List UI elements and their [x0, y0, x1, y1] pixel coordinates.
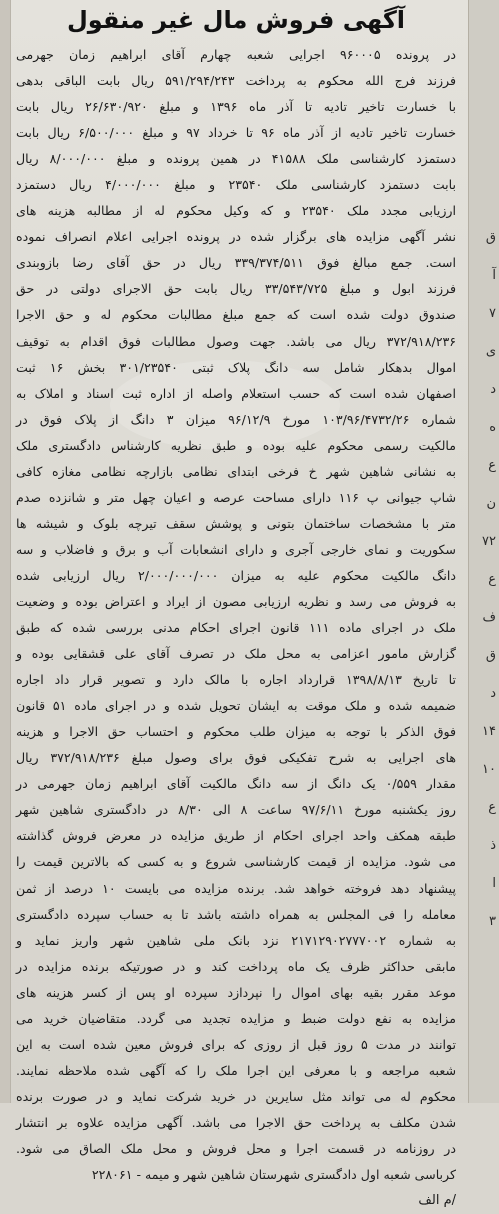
- notice-line: نشر آگهی مزایده های برگزار شده در پرونده اجرایی اعلام انصراف نموده: [16, 229, 456, 245]
- notice-line: بابت دستمزد کارشناسی ملک ۲۳۵۴۰ و مبلغ ۴/۰۰۰/۰۰۰ ریال دستمزد: [16, 177, 456, 193]
- notice-line: به نشانی شاهین شهر خ فرخی ابتدای نظامی بازارچه نظامی مغازه کافی: [16, 463, 456, 479]
- adjacent-column-fragment: ق: [485, 648, 496, 663]
- notice-line: است. جمع مبالغ فوق ۳۳۹/۳۷۴/۵۱۱ ریال در حق آقای رضا بازوبندی: [16, 255, 456, 271]
- adjacent-column-fragment: ۷: [489, 306, 496, 321]
- adjacent-column-fragment: ف: [482, 610, 496, 625]
- notice-line: مابقی حداکثر ظرف یک ماه پرداخت کند و در صورتیکه برنده مزایده در: [16, 958, 456, 974]
- adjacent-column-fragment: ۳: [489, 914, 496, 929]
- notice-line: ارزیابی مجدد ملک ۲۳۵۴۰ و که وکیل محکوم له از مطالبه هزینه های: [16, 203, 456, 219]
- adjacent-column-fragment: د: [490, 382, 496, 397]
- adjacent-column-left: [0, 0, 11, 1103]
- notice-line: فرزند ابول و مبلغ ۳۳/۵۴۳/۷۲۵ ریال بابت حق الاجرای دولتی در حق: [16, 281, 457, 297]
- notice-line: مالکیت رسمی محکوم علیه بوده و طبق نظریه کارشناس دادگستری ملک: [16, 437, 456, 453]
- notice-line: اصفهان شده است که حسب استعلام واصله از اداره ثبت اسناد و املاک به: [16, 385, 456, 401]
- notice-line: فرزند فرج الله محکوم به پرداخت ۵۹۱/۲۹۴/۲۴۳ ریال بابت الباقی بدهی: [16, 73, 456, 89]
- adjacent-column-fragment: ا: [492, 876, 496, 891]
- notice-line: توانند در مدت ۵ روز قبل از روزی که برای فروش معین شده است به این: [16, 1036, 456, 1052]
- adjacent-column-right: [468, 0, 499, 1103]
- adjacent-column-fragment: ۷۲: [482, 534, 496, 549]
- notice-body: [12, 42, 460, 1188]
- notice-line: سکوریت و نمای خارجی آجری و دارای انشعابات آب و برق و فاضلاب و سه: [16, 541, 456, 557]
- notice-line: تا تاریخ ۱۳۹۸/۸/۱۳ قرارداد اجاره با مالک دارد و تصویر قرار داد اجاره: [16, 672, 456, 688]
- notice-line: ۳۷۲/۹۱۸/۲۳۶ ریال می باشد. جهت وصول مطالبات فوق اقدام به توقیف: [16, 333, 456, 349]
- adjacent-column-fragment: د: [490, 686, 496, 701]
- notice-line: مقدار ۰/۵۵۹ یک دانگ از سه دانگ مالکیت آقای ابراهیم زمان جهرمی در: [16, 776, 456, 792]
- notice-line: ملک در اجرای ماده ۱۱۱ قانون اجرای احکام مدنی بررسی شده که طبق: [16, 620, 456, 636]
- notice-line: شماره ۱۰۳/۹۶/۴۷۳۲/۲۶ مورخ ۹۶/۱۲/۹ میزان ۳ دانگ از پلاک فوق در: [16, 411, 456, 427]
- notice-line: گزارش مامور اعزامی به محل ملک در تصرف آقای علی قشقایی بوده و: [16, 646, 456, 662]
- notice-line: خسارت تاخیر تادیه از آذر ماه ۹۶ تا خرداد ۹۷ و مبلغ ۶/۵۰۰/۰۰۰ ریال بابت: [16, 125, 456, 141]
- adjacent-column-fragment: آ: [492, 268, 496, 283]
- notice-line: موعد مقرر بقیه بهای اموال را نپردازد سپرده او پس از کسر هزینه های: [16, 984, 456, 1000]
- notice-line: ضمیمه شده و ملک موقت به ایشان تحویل شده و در اجرای ماده ۵۱ قانون: [16, 698, 456, 714]
- notice-line: به فروش می رسد و نظریه ارزیابی مصون از ایراد و اعتراض بوده و وضعیت: [16, 593, 456, 609]
- adjacent-column-fragment: ع: [488, 800, 496, 815]
- notice-signature: /م الف: [418, 1193, 456, 1209]
- notice-line: به شماره ۲۱۷۱۲۹۰۲۷۷۷۰۰۲ نزد بانک ملی شاهین شهر واریز نماید و: [16, 932, 456, 948]
- notice-line: شدن مکلف به پرداخت حق الاجرا می باشد. آگهی مزایده علاوه بر انتشار: [16, 1114, 456, 1130]
- notice-line: متر با مشخصات ساختمان بتونی و پوشش سقف تیرچه بلوک و شیشه ها: [16, 515, 456, 531]
- notice-line: با خسارت تاخیر تادیه تا آذر ماه ۱۳۹۶ و مبلغ ۲۶/۶۳۰/۹۲۰ ریال بابت: [16, 99, 456, 115]
- adjacent-column-fragment: ی: [485, 344, 496, 359]
- notice-line: در پرونده ۹۶۰۰۰۵ اجرایی شعبه چهارم آقای ابراهیم زمان جهرمی: [16, 47, 456, 62]
- notice-line: مزایده به نفع دولت ضبط و مزایده تجدید می گردد. متقاضیان خرید می: [16, 1010, 456, 1026]
- notice-line: کرباسی شعبه اول دادگستری شهرستان شاهین شهر و میمه - ۲۲۸۰۶۱: [91, 1167, 456, 1183]
- notice-line: معامله را فی المجلس به همراه داشته باشد تا به حساب سپرده دادگستری: [16, 906, 456, 922]
- notice-line: در روزنامه در قسمت اجرا و محل فروش و محل ملک الصاق می شود.: [16, 1140, 456, 1156]
- notice-title: آگهی فروش مال غیر منقول: [66, 6, 406, 34]
- notice-line: صندوق دولت شده است که جمع مبلغ مطالبات محکوم له و حق الاجرا: [16, 307, 456, 323]
- adjacent-column-fragment: ق: [485, 230, 496, 245]
- notice-line: های اجرایی به شرح تفکیکی فوق برای وصول مبلغ ۳۷۲/۹۱۸/۲۳۶ ریال: [16, 750, 457, 766]
- notice-line: اموال بدهکار شامل سه دانگ پلاک ثبتی ۳۰۱/۲۳۵۴۰ بخش ۱۶ ثبت: [16, 359, 456, 375]
- notice-line: فوق الذکر با توجه به میزان طلب محکوم و احتساب حق الاجرا و هزینه: [16, 724, 456, 740]
- notice-line: دستمزد کارشناسی ملک ۴۱۵۸۸ در همین پرونده و مبلغ ۸/۰۰۰/۰۰۰ ریال: [16, 151, 457, 167]
- adjacent-column-fragment: ذ: [490, 838, 496, 853]
- notice-line: روز یکشنبه مورخ ۹۷/۶/۱۱ ساعت ۸ الی ۸/۳۰ در دادگستری شاهین شهر: [16, 802, 457, 818]
- adjacent-column-fragment: ع: [488, 458, 496, 473]
- notice-line: می شود. مزایده از قیمت کارشناسی شروع و به کسی که بالاترین قیمت را: [16, 854, 456, 870]
- notice-line: طبقه همکف واحد اجرای احکام از طریق مزایده در معرض فروش گذاشته: [16, 828, 456, 844]
- notice-line: دانگ مالکیت محکوم علیه به میزان ۲/۰۰۰/۰۰۰/۰۰۰ ریال ارزیابی شده: [16, 567, 456, 583]
- adjacent-column-fragment: ۱۴: [482, 724, 496, 739]
- notice-line: محکوم له می تواند مثل سایرین در خرید شرکت نماید و در صورت برنده: [16, 1088, 456, 1104]
- notice-line: شاپ جیوانی پ ۱۱۶ دارای مساحت عرصه و اعیان چهل متر و شانزده صدم: [16, 489, 457, 505]
- adjacent-column-fragment: ه: [489, 420, 496, 435]
- auction-notice: [12, 0, 460, 1209]
- notice-line: پیشنهاد دهد فروخته خواهد شد. برنده مزایده می بایست ۱۰ درصد از ثمن: [16, 880, 456, 896]
- notice-line: شعبه مراجعه و با معرفی این اجرا ملک را که آگهی شده ملاحظه نمایند.: [16, 1062, 456, 1078]
- adjacent-column-fragment: ن: [486, 496, 496, 511]
- adjacent-column-fragment: ع: [488, 572, 496, 587]
- adjacent-column-fragment: ۱۰: [482, 762, 496, 777]
